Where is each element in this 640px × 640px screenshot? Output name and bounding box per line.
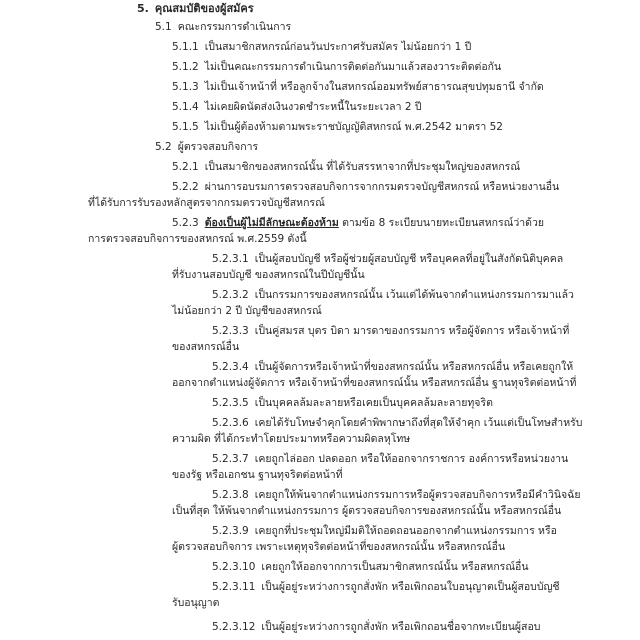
item-number: 5.2.3.12 — [212, 621, 256, 633]
item-number: 5.2.3 — [172, 217, 199, 229]
item-text: ไม่เคยผิดนัดส่งเงินงวดชำระหนี้ในระยะเวลา 2 ปี — [204, 101, 422, 113]
item-text: เคยถูกที่ประชุมใหญ่มีมติให้ถอดถอนออกจากตำแหน่งกรรมการ หรือ — [254, 525, 557, 537]
list-item — [172, 160, 520, 174]
section-title: คณะกรรมการดำเนินการ — [177, 21, 292, 33]
section-number: 5.2 — [155, 141, 172, 153]
list-item — [172, 100, 422, 114]
list-item — [172, 180, 559, 194]
item-text: เป็นกรรมการของสหกรณ์นั้น เว้นแต่ได้พ้นจากตำแหน่งกรรมการมาแล้ว — [254, 289, 574, 301]
sub-item — [212, 580, 560, 594]
item-text: เคยถูกไล่ออก ปลดออก หรือให้ออกจากราชการ องค์การหรือหน่วยงาน — [254, 453, 569, 465]
sub-item-continuation: รับอนุญาต — [172, 597, 220, 609]
sub-item — [212, 288, 574, 302]
item-text: เป็นสมาชิกของสหกรณ์นั้น ที่ได้รับสรรหาจากที่ประชุมใหญ่ของสหกรณ์ — [204, 161, 521, 173]
list-item — [172, 60, 501, 74]
item-number: 5.1.2 — [172, 61, 199, 73]
item-number: 5.2.3.7 — [212, 453, 249, 465]
list-item-continuation: ที่ได้รับการรับรองหลักสูตรจากกรมตรวจบัญชีสหกรณ์ — [88, 197, 325, 209]
item-number: 5.1.1 — [172, 41, 199, 53]
section-title: คุณสมบัติของผู้สมัคร — [154, 2, 254, 15]
item-text: เป็นผู้อยู่ระหว่างการถูกสั่งพัก หรือเพิกถอนชื่อจากทะเบียนผู้สอบ — [261, 621, 541, 633]
item-number: 5.2.3.1 — [212, 253, 249, 265]
item-number: 5.1.3 — [172, 81, 199, 93]
item-text: เป็นคู่สมรส บุตร บิดา มารดาของกรรมการ หรือผู้จัดการ หรือเจ้าหน้าที่ — [254, 325, 570, 337]
sub-item — [212, 252, 563, 266]
sub-item — [212, 560, 529, 574]
sub-item — [212, 524, 557, 538]
item-text: เป็นผู้สอบบัญชี หรือผู้ช่วยผู้สอบบัญชี หรือบุคคลที่อยู่ในสังกัดนิติบุคคล — [254, 253, 564, 265]
section-number: 5. — [137, 2, 149, 15]
emphasis-text: ต้องเป็นผู้ไม่มีลักษณะต้องห้าม — [204, 217, 339, 229]
item-number: 5.2.1 — [172, 161, 199, 173]
list-item — [172, 40, 471, 54]
item-number: 5.2.3.6 — [212, 417, 249, 429]
item-number: 5.2.3.8 — [212, 489, 249, 501]
sub-item-continuation: เป็นที่สุด ให้พ้นจากตำแหน่งกรรมการ ผู้ตรวจสอบกิจการของสหกรณ์นั้น หรือสหกรณ์อื่น — [172, 505, 562, 517]
sub-item — [212, 620, 540, 634]
item-number: 5.2.3.11 — [212, 581, 256, 593]
item-text: เคยถูกให้ออกจากการเป็นสมาชิกสหกรณ์นั้น หรือสหกรณ์อื่น — [261, 561, 529, 573]
item-text: เป็นผู้จัดการหรือเจ้าหน้าที่ของสหกรณ์นั้น หรือสหกรณ์อื่น หรือเคยถูกให้ — [254, 361, 574, 373]
item-number: 5.1.4 — [172, 101, 199, 113]
item-text: เป็นผู้อยู่ระหว่างการถูกสั่งพัก หรือเพิกถอนใบอนุญาตเป็นผู้สอบบัญชี — [261, 581, 560, 593]
list-item — [172, 216, 544, 230]
list-item-continuation: การตรวจสอบกิจการของสหกรณ์ พ.ศ.2559 ดังนี้ — [88, 233, 307, 245]
list-item — [172, 120, 503, 134]
section-5-heading — [137, 2, 254, 16]
item-number: 5.2.3.4 — [212, 361, 249, 373]
item-number: 5.2.2 — [172, 181, 199, 193]
item-text: ไม่เป็นเจ้าหน้าที่ หรือลูกจ้างในสหกรณ์ออมทรัพย์สาธารณสุขปทุมธานี จำกัด — [204, 81, 544, 93]
sub-item — [212, 396, 493, 410]
sub-item — [212, 452, 568, 466]
item-text: เป็นสมาชิกสหกรณ์ก่อนวันประกาศรับสมัคร ไม่น้อยกว่า 1 ปี — [204, 41, 472, 53]
sub-item-continuation: ที่รับงานสอบบัญชี ของสหกรณ์ในปีบัญชีนั้น — [172, 269, 365, 281]
sub-item — [212, 324, 569, 338]
sub-item-continuation: ออกจากตำแหน่งผู้จัดการ หรือเจ้าหน้าที่ของสหกรณ์นั้น หรือสหกรณ์อื่น ฐานทุจริตต่อหน้าที่ — [172, 377, 577, 389]
item-text: ไม่เป็นผู้ต้องห้ามตามพระราชบัญญัติสหกรณ์ พ.ศ.2542 มาตรา 52 — [204, 121, 503, 133]
item-text: เคยได้รับโทษจำคุกโดยคำพิพากษาถึงที่สุดให้จำคุก เว้นแต่เป็นโทษสำหรับ — [254, 417, 583, 429]
sub-item-continuation: ผู้ตรวจสอบกิจการ เพราะเหตุทุจริตต่อหน้าที่ของสหกรณ์นั้น หรือสหกรณ์อื่น — [172, 541, 506, 553]
section-5-2-heading — [155, 140, 258, 154]
item-number: 5.2.3.3 — [212, 325, 249, 337]
item-text: เป็นบุคคลล้มละลายหรือเคยเป็นบุคคลล้มละลายทุจริต — [254, 397, 493, 409]
item-number: 5.2.3.2 — [212, 289, 249, 301]
sub-item — [212, 488, 581, 502]
section-title: ผู้ตรวจสอบกิจการ — [177, 141, 259, 153]
section-number: 5.1 — [155, 21, 172, 33]
sub-item-continuation: ความผิด ที่ได้กระทำโดยประมาทหรือความผิดลหุโทษ — [172, 433, 411, 445]
sub-item-continuation: ไม่น้อยกว่า 2 ปี บัญชีของสหกรณ์ — [172, 305, 322, 317]
list-item — [172, 80, 544, 94]
sub-item — [212, 360, 573, 374]
item-text: ไม่เป็นคณะกรรมการดำเนินการติดต่อกันมาแล้วสองวาระติดต่อกัน — [204, 61, 502, 73]
sub-item-continuation: ของรัฐ หรือเอกชน ฐานทุจริตต่อหน้าที่ — [172, 469, 343, 481]
item-text: ผ่านการอบรมการตรวจสอบกิจการจากกรมตรวจบัญชีสหกรณ์ หรือหน่วยงานอื่น — [204, 181, 560, 193]
sub-item — [212, 416, 582, 430]
sub-item-continuation: ของสหกรณ์อื่น — [172, 341, 240, 353]
item-number: 5.2.3.10 — [212, 561, 256, 573]
item-number: 5.2.3.9 — [212, 525, 249, 537]
item-text: ตามข้อ 8 ระเบียบนายทะเบียนสหกรณ์ว่าด้วย — [342, 217, 545, 229]
item-number: 5.1.5 — [172, 121, 199, 133]
item-text: เคยถูกให้พ้นจากตำแหน่งกรรมการหรือผู้ตรวจสอบกิจการหรือมีคำวินิจฉัย — [254, 489, 581, 501]
item-number: 5.2.3.5 — [212, 397, 249, 409]
section-5-1-heading — [155, 20, 291, 34]
